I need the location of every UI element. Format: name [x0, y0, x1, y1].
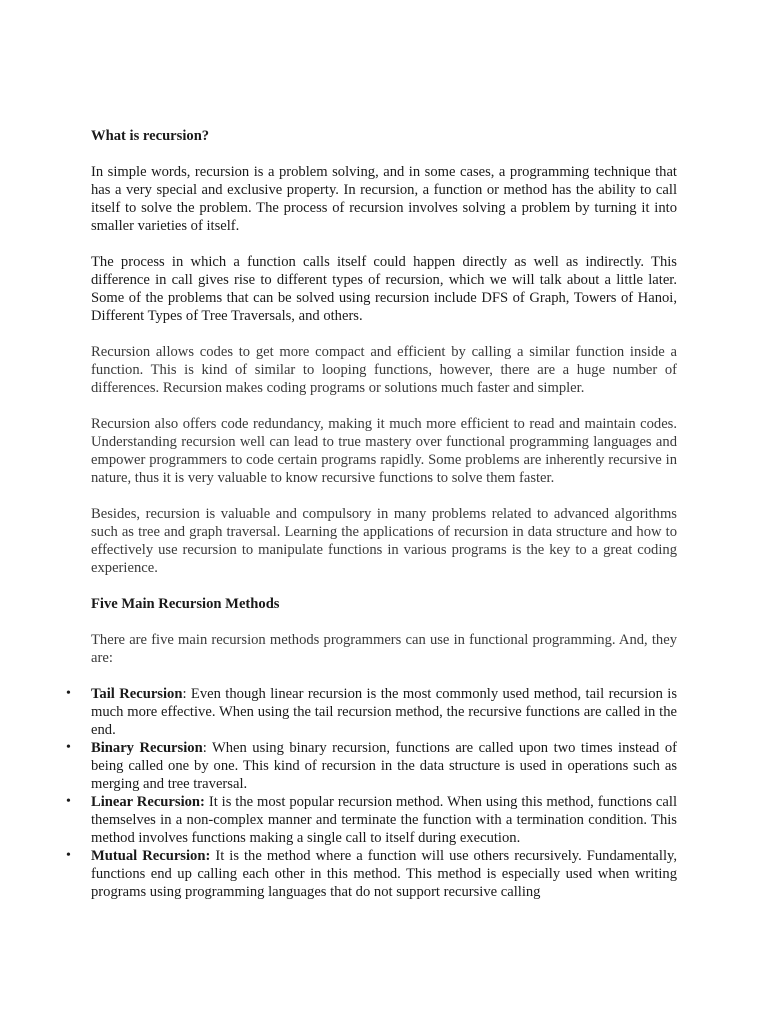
method-name: Linear Recursion:: [91, 794, 205, 810]
method-name: Mutual Recursion:: [91, 848, 211, 864]
method-description: It is the most popular recursion method. When using this method, functions call themselves in a non-complex manner and terminate the function with a termination condition. This method involves functions making a single call to itself during execution.: [91, 794, 677, 846]
paragraph-applications: Besides, recursion is valuable and compulsory in many problems related to advanced algorithms such as tree and graph traversal. Learning the applications of recursion in data structure and how to effectively use recursion to manipulate functions in various programs is the key to a great coding experience.: [91, 506, 677, 576]
methods-list: [66, 685, 678, 901]
bullet-icon: •: [66, 686, 71, 701]
paragraph-definition: In simple words, recursion is a problem solving, and in some cases, a programming technique that has a very special and exclusive property. In recursion, a function or method has the ability to call itself to solve the problem. The process of recursion involves solving a problem by turning it into smaller varieties of itself.: [91, 164, 677, 234]
list-item: • Binary Recursion: When using binary recursion, functions are called upon two times instead of being called one by one. This kind of recursion in the data structure is used in operations such as merging and tree traversal.: [66, 740, 677, 792]
bullet-icon: •: [66, 740, 71, 755]
document-page: [66, 127, 678, 901]
paragraph-direct-indirect: The process in which a function calls itself could happen directly as well as indirectly. This difference in call gives rise to different types of recursion, which we will talk about a little later. Some of the problems that can be solved using recursion include DFS of Graph, Towers of Hanoi, Different Types of Tree Traversals, and others.: [91, 254, 677, 324]
method-description: It is the method where a function will use others recursively. Fundamentally, functions end up calling each other in this method. This method is especially used when writing programs using programming languages that do not support recursive calling: [91, 848, 678, 900]
method-description: Even though linear recursion is the most commonly used method, tail recursion is much more effective. When using the tail recursion method, the recursive functions are called in the end.: [91, 686, 678, 738]
heading-five-methods: Five Main Recursion Methods: [91, 596, 280, 612]
bullet-icon: •: [66, 794, 71, 809]
method-name: Binary Recursion: [91, 740, 203, 756]
list-item: [66, 793, 677, 847]
method-description: When using binary recursion, functions are called upon two times instead of being called one by one. This kind of recursion in the data structure is used in operations such as merging and tree traversal.: [91, 740, 677, 792]
method-name: Tail Recursion: [91, 686, 183, 702]
list-item: • Tail Recursion: Even though linear recursion is the most commonly used method, tail recursion is much more effective. When using the tail recursion method, the recursive functions are called in the end.: [66, 686, 678, 738]
paragraph-code-redundancy: Recursion also offers code redundancy, making it much more efficient to read and maintain codes. Understanding recursion well can lead to true mastery over functional programming languages and empower programmers to code certain programs rapidly. Some problems are inherently recursive in nature, thus it is very valuable to know recursive functions to solve them faster.: [91, 416, 677, 486]
paragraph-compact-code: Recursion allows codes to get more compact and efficient by calling a similar function inside a function. This is kind of similar to looping functions, however, there are a huge number of differences. Recursion makes coding programs or solutions much faster and simpler.: [91, 344, 677, 396]
list-item: [66, 847, 678, 901]
bullet-icon: •: [66, 848, 71, 863]
paragraph-methods-intro: There are five main recursion methods programmers can use in functional programming. And, they are:: [91, 632, 677, 666]
heading-what-is-recursion: What is recursion?: [91, 128, 210, 144]
